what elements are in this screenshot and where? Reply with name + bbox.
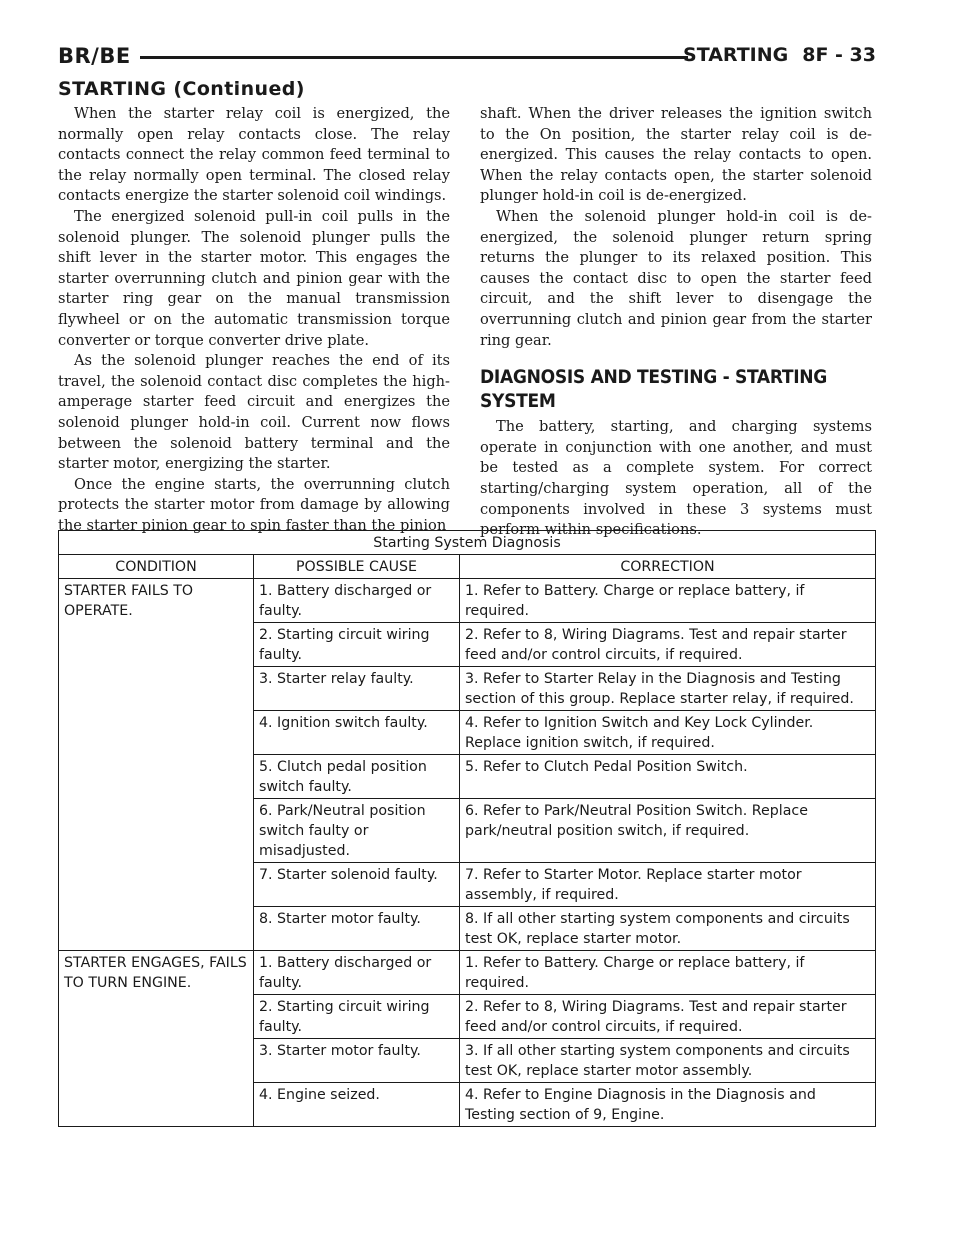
cause-cell: 5. Clutch pedal position switch faulty. [254,755,460,799]
correction-cell: 1. Refer to Battery. Charge or replace battery, if required. [460,951,876,995]
correction-cell: 6. Refer to Park/Neutral Position Switch. Replace park/neutral position switch, if required. [460,799,876,863]
correction-cell: 3. Refer to Starter Relay in the Diagnosis and Testing section of this group. Replace starter relay, if required. [460,667,876,711]
cause-cell: 2. Starting circuit wiring faulty. [254,623,460,667]
paragraph: When the starter relay coil is energized, the normally open relay contacts close. The relay contacts connect the relay common feed terminal to the relay normally open terminal. The closed relay contacts energize the starter solenoid coil windings. [58,105,450,205]
continued-heading: STARTING (Continued) [58,78,305,100]
page-number: 8F - 33 [802,44,876,66]
paragraph: When the solenoid plunger hold-in coil is de-energized, the solenoid plunger return spring returns the plunger to its relaxed position. This causes the contact disc to open the starter feed circuit, and the shift lever to disengage the overrunning clutch and pinion gear from the starter ring gear. [480,207,872,349]
paragraph: As the solenoid plunger reaches the end of its travel, the solenoid contact disc completes the high-amperage starter feed circuit and energizes the solenoid plunger hold-in coil. Current now flows between the solenoid battery terminal and the starter motor, energizing the starter. [58,352,450,473]
condition-cell: STARTER FAILS TO OPERATE. [59,579,254,951]
cause-cell: 3. Starter relay faulty. [254,667,460,711]
condition-cell: STARTER ENGAGES, FAILS TO TURN ENGINE. [59,951,254,1127]
table-title: Starting System Diagnosis [59,531,876,555]
diagnosis-table [58,530,876,1127]
table-body [59,579,876,1127]
paragraph: The battery, starting, and charging systems operate in conjunction with one another, and must be tested as a complete system. For correct starting/charging system operation, all of the components involved in these 3 systems must perform within specifications. [480,418,872,539]
table-row [59,579,876,623]
cause-cell: 4. Engine seized. [254,1083,460,1127]
section-name: STARTING [683,44,789,66]
cause-cell: 7. Starter solenoid faulty. [254,863,460,907]
cause-cell: 2. Starting circuit wiring faulty. [254,995,460,1039]
paragraph: Once the engine starts, the overrunning clutch protects the starter motor from damage by allowing the starter pinion gear to spin faster than the pinion [58,475,450,534]
right-column [480,104,872,541]
cause-cell: 8. Starter motor faulty. [254,907,460,951]
paragraph: The energized solenoid pull-in coil pulls in the solenoid plunger. The solenoid plunger pulls the shift lever in the starter motor. This engages the starter overrunning clutch and pinion gear with the starter ring gear on the manual transmission flywheel or on the automatic transmission torque converter or torque converter drive plate. [58,207,450,349]
cause-cell: 6. Park/Neutral position switch faulty or misadjusted. [254,799,460,863]
correction-cell: 5. Refer to Clutch Pedal Position Switch. [460,755,876,799]
section-title: DIAGNOSIS AND TESTING - STARTING SYSTEM [480,366,828,413]
column-header-cause: POSSIBLE CAUSE [254,555,460,579]
correction-cell: 8. If all other starting system components and circuits test OK, replace starter motor. [460,907,876,951]
cause-cell: 3. Starter motor faulty. [254,1039,460,1083]
page-header [58,44,876,70]
left-column [58,104,450,536]
header-rule [140,56,688,59]
paragraph: shaft. When the driver releases the ignition switch to the On position, the starter relay coil is de-energized. This causes the relay contacts to open. When the relay contacts open, the starter solenoid plunger hold-in coil is de-energized. [480,105,872,205]
correction-cell: 2. Refer to 8, Wiring Diagrams. Test and repair starter feed and/or control circuits, if required. [460,623,876,667]
correction-cell: 7. Refer to Starter Motor. Replace starter motor assembly, if required. [460,863,876,907]
correction-cell: 4. Refer to Engine Diagnosis in the Diagnosis and Testing section of 9, Engine. [460,1083,876,1127]
column-header-condition: CONDITION [59,555,254,579]
correction-cell: 2. Refer to 8, Wiring Diagrams. Test and repair starter feed and/or control circuits, if required. [460,995,876,1039]
column-header-correction: CORRECTION [460,555,876,579]
cause-cell: 1. Battery discharged or faulty. [254,951,460,995]
cause-cell: 4. Ignition switch faulty. [254,711,460,755]
cause-cell: 1. Battery discharged or faulty. [254,579,460,623]
correction-cell: 1. Refer to Battery. Charge or replace battery, if required. [460,579,876,623]
model-code: BR/BE [58,44,131,68]
correction-cell: 4. Refer to Ignition Switch and Key Lock Cylinder. Replace ignition switch, if required. [460,711,876,755]
header-right [683,44,876,66]
table-row [59,951,876,995]
correction-cell: 3. If all other starting system components and circuits test OK, replace starter motor assembly. [460,1039,876,1083]
